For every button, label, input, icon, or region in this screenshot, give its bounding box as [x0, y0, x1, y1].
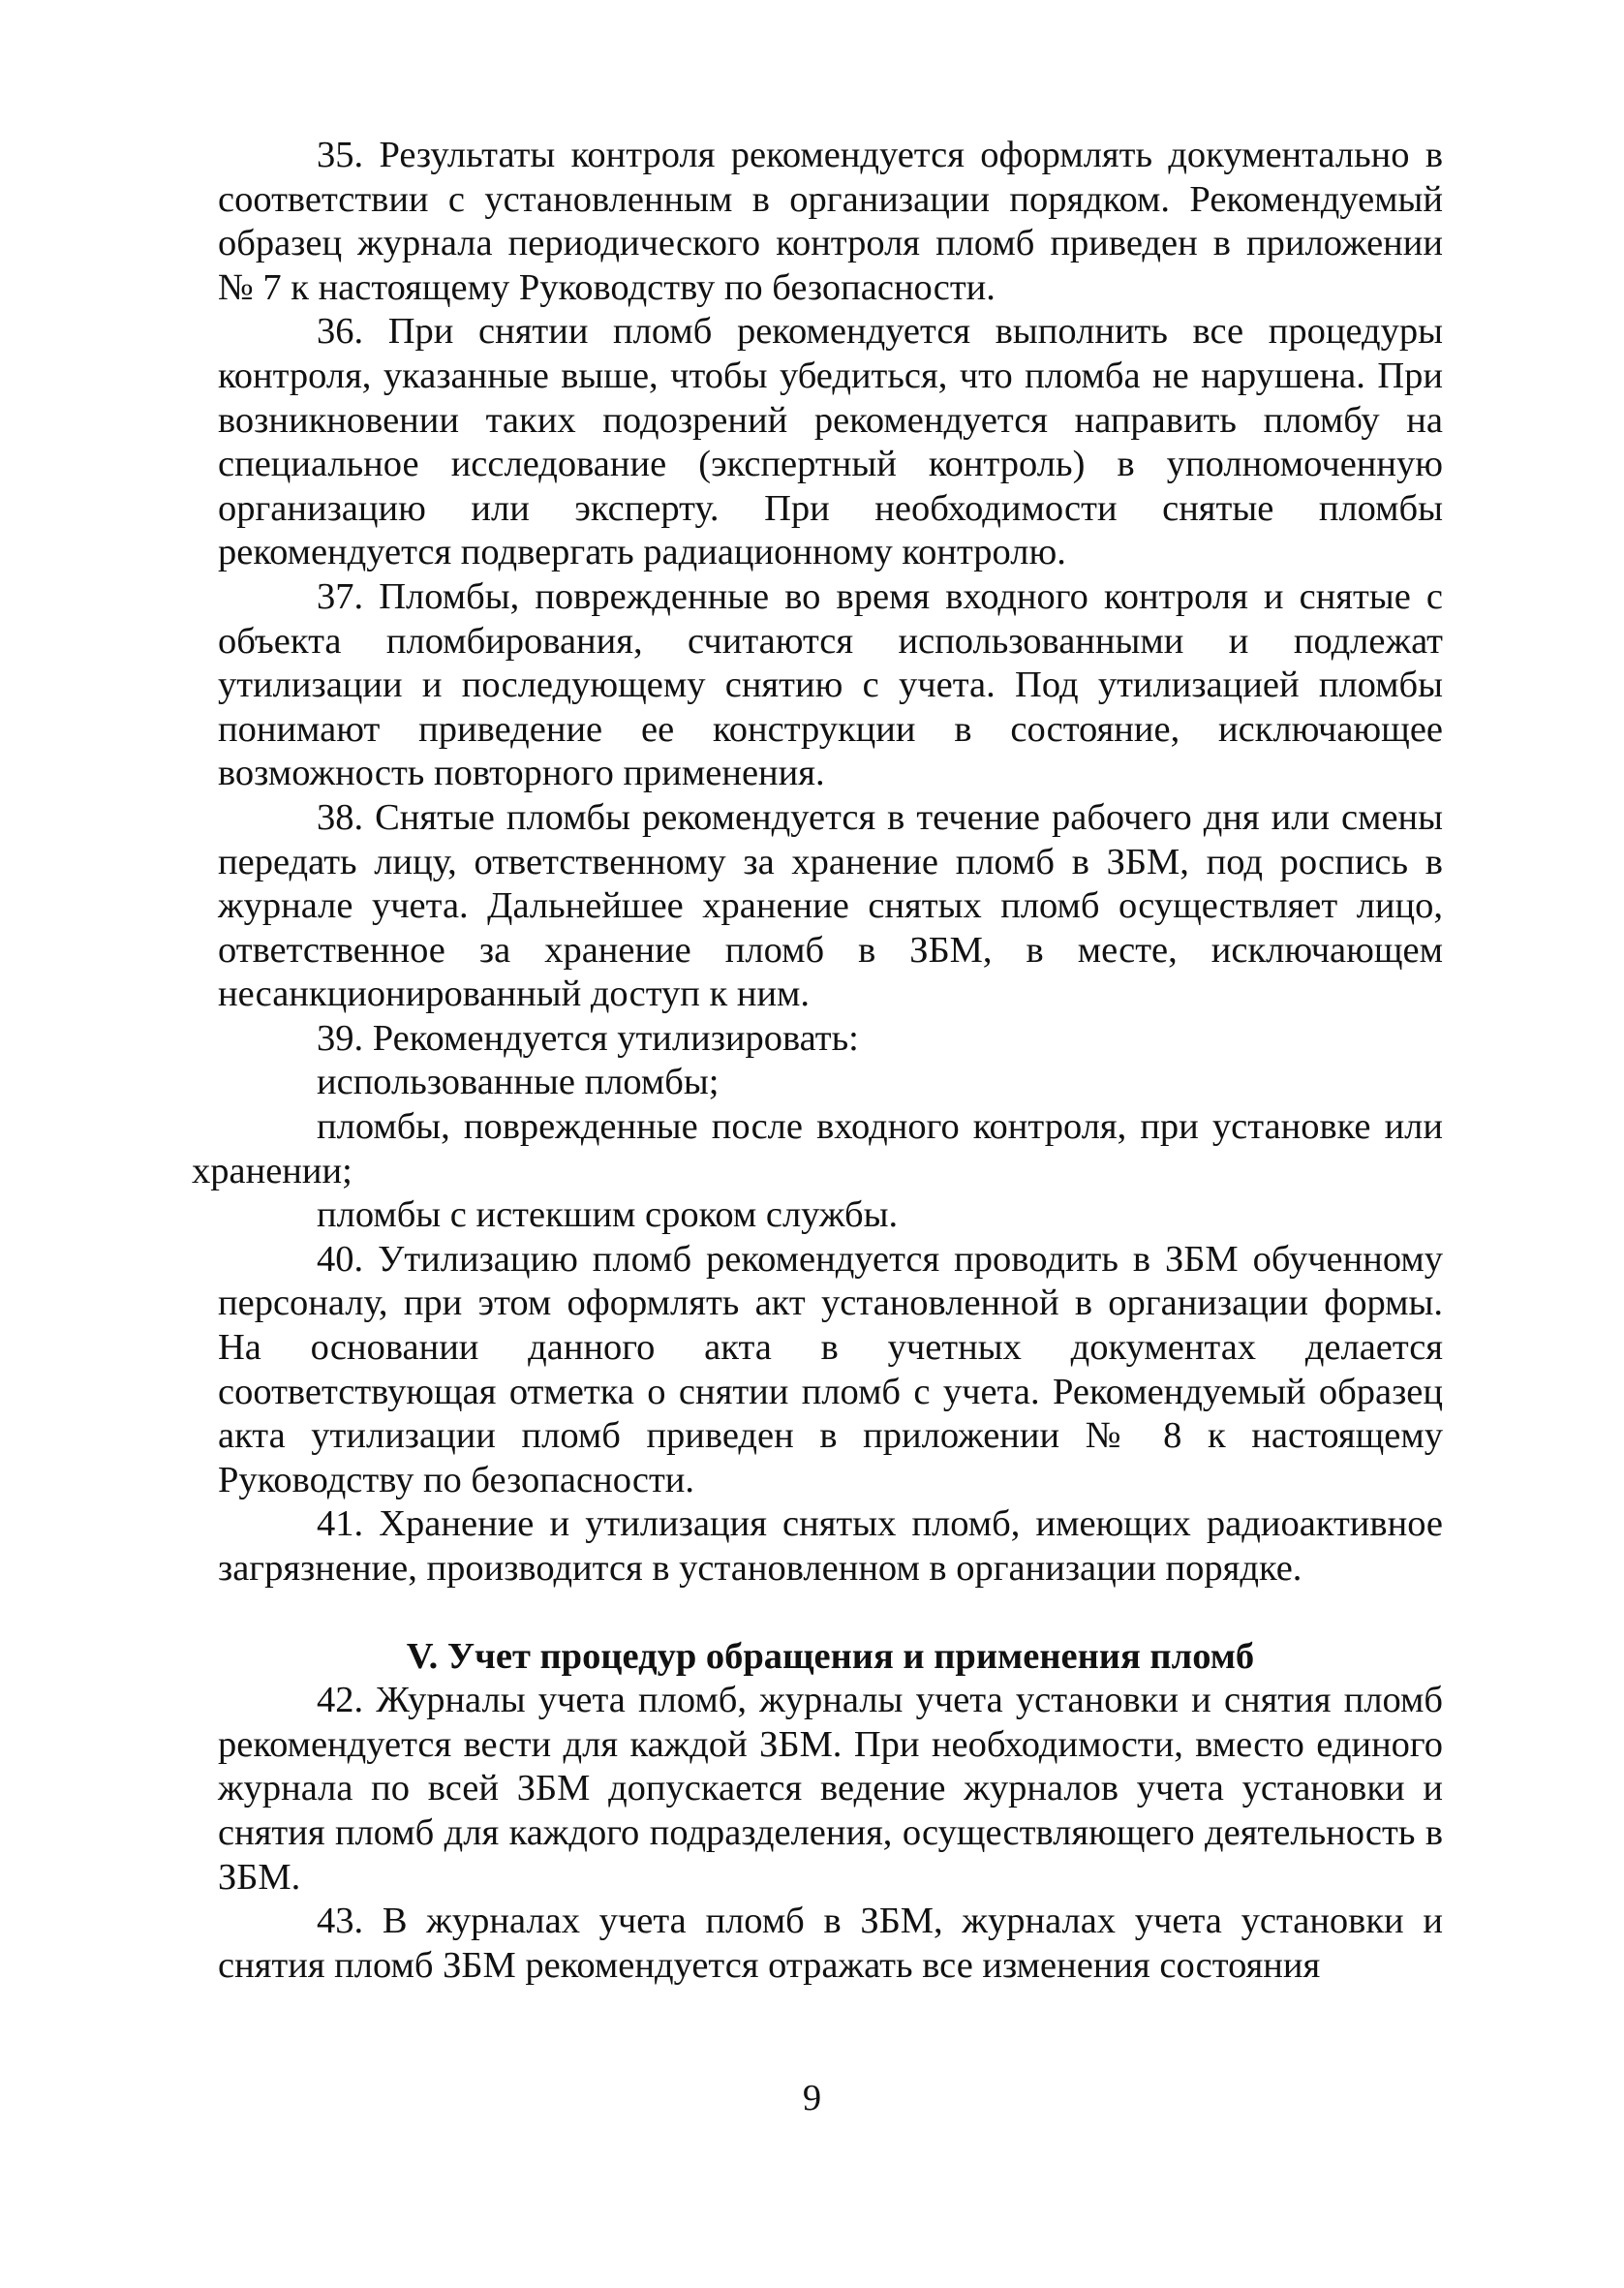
section-heading: V. Учет процедур обращения и применения пломб	[406, 1635, 1255, 1677]
paragraph-40: 40. Утилизацию пломб рекомендуется проводить в ЗБМ обученному персоналу, при этом оформлять акт установленной в организации формы. На основании данного акта в учетных документах делается соответствующая отметка о снятии пломб с учета. Рекомендуемый образец акта утилизации пломб приведен в приложении № 8 к настоящему Руководству по безопасности.	[218, 1238, 1443, 1500]
paragraph-42: 42. Журналы учета пломб, журналы учета установки и снятия пломб рекомендуется вести для каждой ЗБМ. При необходимости, вместо единого журнала по всей ЗБМ допускается ведение журналов учета установки и снятия пломб для каждого подразделения, осуществляющего деятельность в ЗБМ.	[218, 1680, 1443, 1898]
document-page	[192, 134, 1443, 1988]
list-item-expired-seals: пломбы с истекшим сроком службы.	[317, 1194, 899, 1236]
paragraph-39: 39. Рекомендуется утилизировать:	[317, 1017, 859, 1059]
page-number: 9	[802, 2078, 822, 2118]
paragraph-38: 38. Снятые пломбы рекомендуется в течение рабочего дня или смены передать лицу, ответственному за хранение пломб в ЗБМ, под роспись в журнале учета. Дальнейшее хранение снятых пломб осуществляет лицо, ответственное за хранение пломб в ЗБМ, в месте, исключающем несанкционированный доступ к ним.	[218, 796, 1443, 1015]
paragraph-35: 35. Результаты контроля рекомендуется оформлять документально в соответствии с установленным в организации порядком. Рекомендуемый образец журнала периодического контроля пломб приведен в приложении № 7 к настоящему Руководству по безопасности.	[218, 135, 1443, 308]
list-item-used-seals: использованные пломбы;	[317, 1062, 720, 1103]
paragraph-41: 41. Хранение и утилизация снятых пломб, имеющих радиоактивное загрязнение, производится в установленном в организации порядке.	[218, 1503, 1443, 1589]
paragraph-36: 36. При снятии пломб рекомендуется выполнить все процедуры контроля, указанные выше, чтобы убедиться, что пломба не нарушена. При возникновении таких подозрений рекомендуется направить пломбу на специальное исследование (экспертный контроль) в уполномоченную организацию или эксперту. При необходимости снятые пломбы рекомендуется подвергать радиационному контролю.	[218, 311, 1443, 573]
list-item-damaged-seals: пломбы, поврежденные после входного контроля, при установке или хранении;	[192, 1106, 1443, 1191]
paragraph-43: 43. В журналах учета пломб в ЗБМ, журналах учета установки и снятия пломб ЗБМ рекомендуется отражать все изменения состояния	[218, 1901, 1443, 1986]
paragraph-37: 37. Пломбы, поврежденные во время входного контроля и снятые с объекта пломбирования, считаются использованными и подлежат утилизации и последующему снятию с учета. Под утилизацией пломбы понимают приведение ее конструкции в состояние, исключающее возможность повторного применения.	[218, 575, 1443, 794]
